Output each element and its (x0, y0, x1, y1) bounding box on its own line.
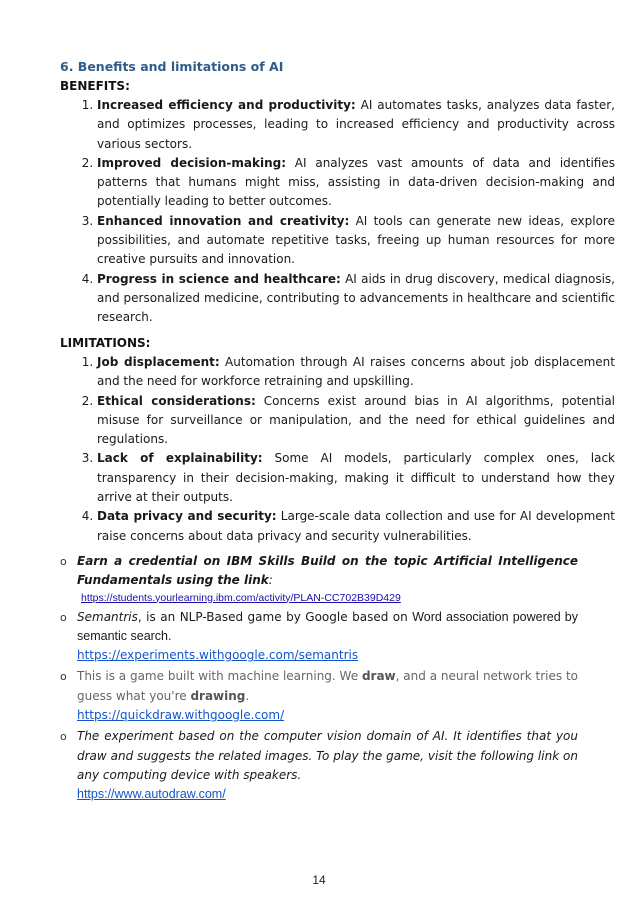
bullet-circle-icon: o (60, 730, 67, 744)
benefits-title: BENEFITS: (60, 79, 130, 93)
limitation-term: Data privacy and security: (97, 509, 277, 524)
limitation-text: Large-scale data collection and use for AI development raise concerns about data privacy and security vulnerabilities. (97, 509, 615, 543)
benefit-term: Improved decision-making: (97, 155, 287, 170)
benefit-item (97, 154, 615, 212)
semantris-name: Semantris (77, 609, 138, 624)
limitation-text: Automation through AI raises concerns about job displacement and the need for workforce retraining and upskilling. (97, 355, 615, 389)
limitations-list (60, 353, 615, 546)
semantris-text-a: , is an NLP-Based game by Google based on (137, 609, 413, 624)
limitations-title: LIMITATIONS: (60, 336, 151, 350)
benefit-item (97, 212, 615, 270)
semantris-resource-item (60, 608, 578, 666)
resources-list (60, 552, 578, 805)
benefit-term: Increased efficiency and productivity: (97, 98, 356, 112)
quickdraw-bold-b: drawing (190, 688, 246, 703)
benefit-text: AI analyzes vast amounts of data and identifies patterns that humans might miss, assisting in data-driven decision-making and potentially leading to better outcomes. (97, 155, 615, 209)
benefit-item (97, 96, 615, 154)
bullet-circle-icon: o (60, 610, 67, 624)
quickdraw-text-a: This is a game built with machine learning. We (77, 669, 362, 684)
ibm-link[interactable]: https://students.yourlearning.ibm.com/activity/PLAN-CC702B39D429 (81, 591, 401, 604)
limitation-term: Lack of explainability: (97, 451, 263, 466)
benefits-list (60, 96, 615, 328)
benefit-text: AI tools can generate new ideas, explore possibilities, and automate repetitive tasks, freeing up human resources for more creative pursuits and innovation. (97, 213, 615, 267)
limitation-term: Job displacement: (97, 355, 220, 369)
bullet-circle-icon: o (60, 670, 67, 684)
autodraw-text: The experiment based on the computer vision domain of AI. It identifies that you draw and suggests the related images. To play the game, visit the following link on any computing device with speakers. (77, 729, 578, 782)
benefit-item (97, 270, 615, 328)
limitation-item (97, 449, 615, 507)
benefit-term: Enhanced innovation and creativity: (97, 213, 350, 228)
limitation-text: Some AI models, particularly complex ones, lack transparency in their decision-making, making it difficult to understand how they arrive at their outputs. (97, 451, 615, 505)
ibm-resource-item (60, 552, 578, 606)
section-heading: 6. Benefits and limitations of AI (60, 59, 284, 74)
benefit-text: AI automates tasks, analyzes data faster, and optimizes processes, leading to increased efficiency and productivity across various sectors. (97, 98, 615, 151)
semantris-text-b: Word association powered by semantic search. (77, 609, 578, 643)
autodraw-link[interactable]: https://www.autodraw.com/ (77, 787, 226, 802)
quickdraw-text-c: . (245, 688, 250, 703)
limitation-text: Concerns exist around bias in AI algorithms, potential misuse for surveillance or manipulation, and the need for ethical guidelines and regulations. (97, 393, 616, 447)
page-number: 14 (312, 873, 326, 887)
quickdraw-link[interactable]: https://quickdraw.withgoogle.com/ (77, 708, 285, 723)
limitation-item (97, 507, 615, 546)
limitation-item (97, 353, 615, 392)
ibm-text: Earn a credential on IBM Skills Build on the topic Artificial Intelligence Fundamentals using the link (77, 554, 578, 588)
limitation-term: Ethical considerations: (97, 393, 256, 408)
benefit-term: Progress in science and healthcare: (97, 271, 341, 286)
bullet-circle-icon: o (60, 555, 67, 568)
autodraw-resource-item (60, 727, 578, 804)
ibm-colon: : (268, 573, 273, 588)
limitation-item (97, 392, 615, 450)
quickdraw-bold-a: draw (361, 669, 396, 684)
quickdraw-resource-item (60, 667, 578, 725)
benefit-text: AI aids in drug discovery, medical diagnosis, and personalized medicine, contributing to advancements in healthcare and scientific research. (97, 271, 615, 325)
semantris-link[interactable]: https://experiments.withgoogle.com/semantris (77, 648, 359, 663)
quickdraw-text-b: , and a neural network tries to guess what you're (77, 669, 579, 703)
